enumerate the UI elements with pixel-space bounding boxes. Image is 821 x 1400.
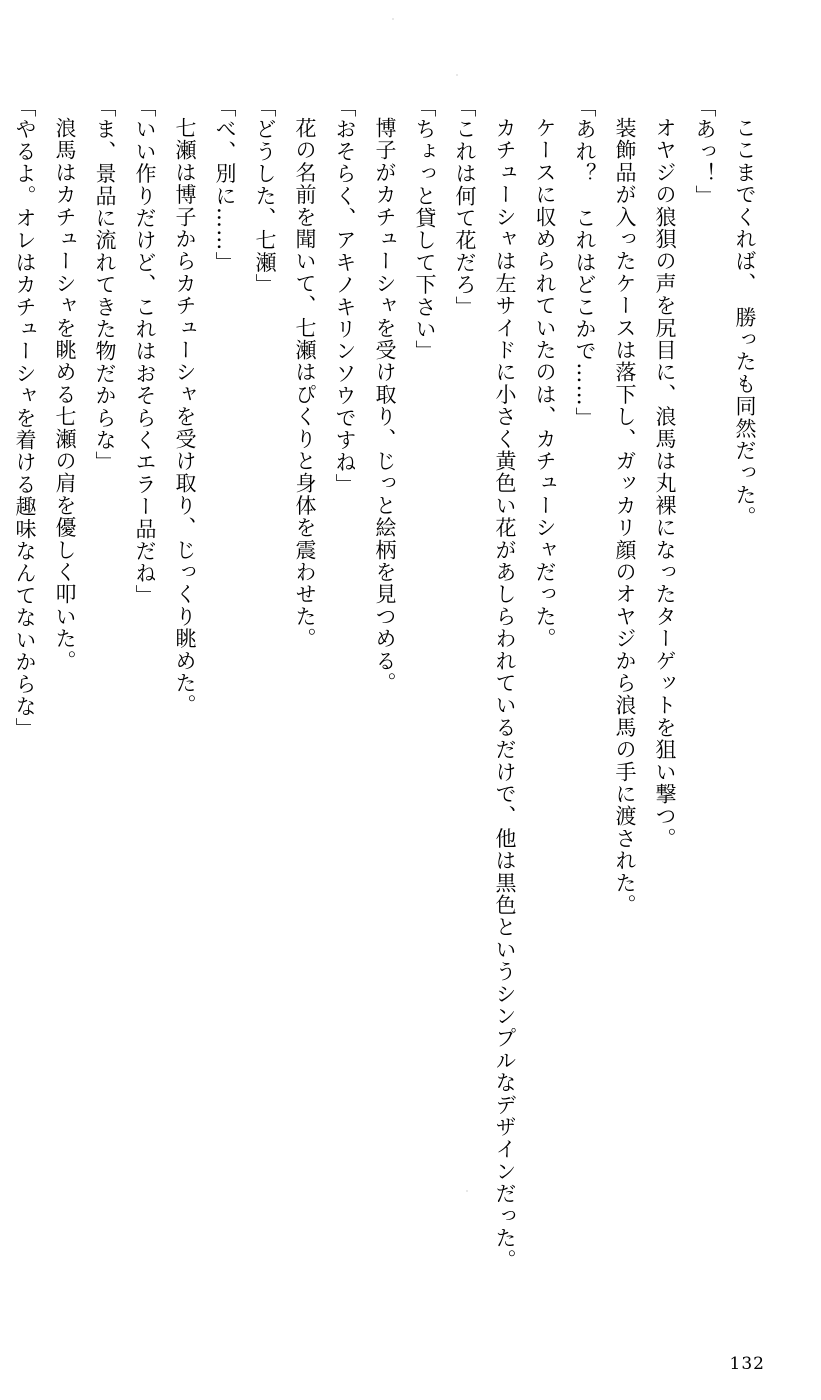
paragraph: 「やるよ。オレはカチューシャを着ける趣味なんてないからな」 — [13, 96, 37, 740]
page-number: 132 — [729, 1354, 765, 1374]
body-text — [13, 96, 765, 1308]
paragraph: ケースに収められていたのは、カチューシャだった。 — [533, 117, 557, 650]
paragraph: 「おそらく、アキノキリンソウですね」 — [333, 96, 357, 496]
paragraph: 「どうした、七瀬」 — [253, 96, 277, 296]
paper-speck — [392, 18, 394, 20]
paragraph: 花の名前を聞いて、七瀬はぴくりと身体を震わせた。 — [293, 117, 317, 650]
paragraph: 「ま、景品に流れてきた物だからな」 — [93, 96, 117, 474]
paragraph: 博子がカチューシャを受け取り、じっと絵柄を見つめる。 — [373, 117, 397, 695]
paragraph: オヤジの狼狽の声を尻目に、浪馬は丸裸になったターゲットを狙い撃つ。 — [653, 117, 677, 850]
paragraph: 「べ、別に……」 — [213, 96, 237, 274]
paragraph: ここまでくれば、 勝ったも同然だった。 — [733, 117, 757, 529]
paragraph: カチューシャは左サイドに小さく黄色い花があしらわれているだけで、他は黒色というシンプルなデザインだった。 — [493, 117, 517, 1272]
paragraph: 「ちょっと貸して下さい」 — [413, 96, 437, 363]
paragraph: 「あれ？ これはどこかで……」 — [573, 96, 597, 429]
paragraph: 「これは何て花だろ」 — [453, 96, 477, 318]
paragraph: 「あっ！」 — [693, 96, 717, 207]
paper-speck — [456, 74, 458, 76]
paragraph: 七瀬は博子からカチューシャを受け取り、じっくり眺めた。 — [173, 117, 197, 717]
paragraph: 浪馬はカチューシャを眺める七瀬の肩を優しく叩いた。 — [53, 117, 77, 672]
paragraph: 装飾品が入ったケースは落下し、ガッカリ顔のオヤジから浪馬の手に渡された。 — [613, 117, 637, 917]
paragraph: 「いい作りだけど、これはおそらくエラー品だね」 — [133, 96, 157, 607]
